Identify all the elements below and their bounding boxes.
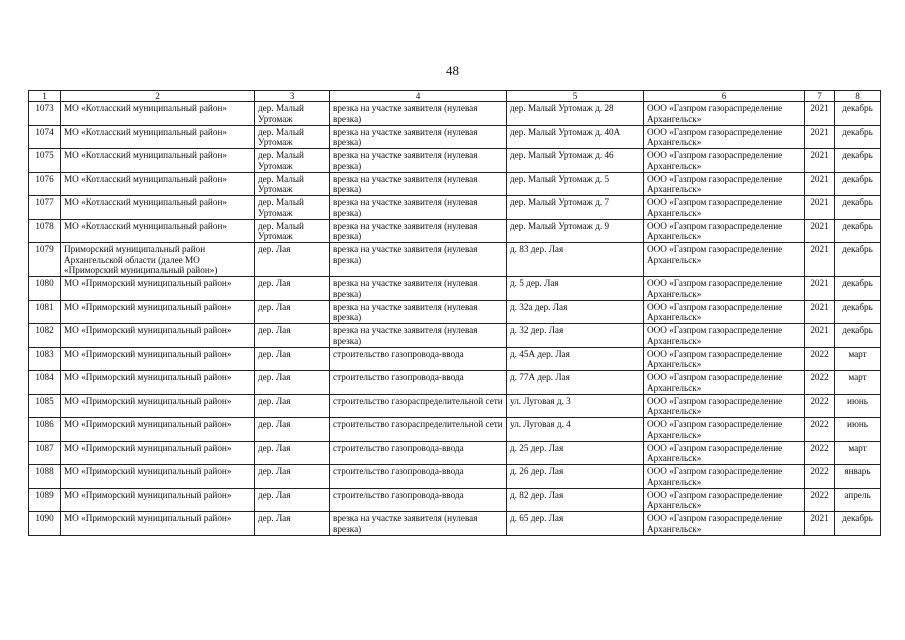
municipality-cell: МО «Котласский муниципальный район»: [61, 172, 255, 196]
address-cell: д. 25 дер. Лая: [507, 441, 644, 465]
address-cell: д. 5 дер. Лая: [507, 277, 644, 301]
municipality-cell: Приморский муниципальный район Архангельской области (далее МО «Приморский муниципальный район»): [61, 243, 255, 277]
address-cell: ул. Луговая д. 4: [507, 418, 644, 442]
settlement-cell: дер. Лая: [255, 488, 330, 512]
table-row: [29, 371, 881, 395]
month-cell: декабрь: [835, 172, 881, 196]
table-row: [29, 300, 881, 324]
month-cell: декабрь: [835, 243, 881, 277]
row-number-cell: 1078: [29, 219, 61, 243]
settlement-cell: дер. Лая: [255, 347, 330, 371]
month-cell: декабрь: [835, 219, 881, 243]
organization-cell: ООО «Газпром газораспределение Архангельск»: [644, 441, 805, 465]
address-cell: д. 26 дер. Лая: [507, 465, 644, 489]
table-row: [29, 277, 881, 301]
year-cell: 2021: [805, 172, 835, 196]
address-cell: д. 32 дер. Лая: [507, 324, 644, 348]
row-number-cell: 1087: [29, 441, 61, 465]
settlement-cell: дер. Лая: [255, 465, 330, 489]
work-type-cell: строительство газопровода-ввода: [330, 465, 507, 489]
work-type-cell: строительство газопровода-ввода: [330, 488, 507, 512]
work-type-cell: врезка на участке заявителя (нулевая врезка): [330, 300, 507, 324]
month-cell: декабрь: [835, 324, 881, 348]
address-cell: д. 77А дер. Лая: [507, 371, 644, 395]
organization-cell: ООО «Газпром газораспределение Архангельск»: [644, 243, 805, 277]
header-cell: 1: [29, 91, 61, 102]
settlement-cell: дер. Лая: [255, 300, 330, 324]
organization-cell: ООО «Газпром газораспределение Архангельск»: [644, 149, 805, 173]
table-row: [29, 125, 881, 149]
month-cell: декабрь: [835, 196, 881, 220]
work-type-cell: строительство газораспределительной сети: [330, 418, 507, 442]
work-type-cell: врезка на участке заявителя (нулевая врезка): [330, 196, 507, 220]
table-row: [29, 243, 881, 277]
settlement-cell: дер. Малый Уртомаж: [255, 102, 330, 126]
municipality-cell: МО «Котласский муниципальный район»: [61, 102, 255, 126]
year-cell: 2022: [805, 465, 835, 489]
month-cell: апрель: [835, 488, 881, 512]
organization-cell: ООО «Газпром газораспределение Архангельск»: [644, 172, 805, 196]
year-cell: 2021: [805, 300, 835, 324]
header-cell: 7: [805, 91, 835, 102]
municipality-cell: МО «Приморский муниципальный район»: [61, 277, 255, 301]
row-number-cell: 1077: [29, 196, 61, 220]
table-row: [29, 347, 881, 371]
organization-cell: ООО «Газпром газораспределение Архангельск»: [644, 371, 805, 395]
month-cell: март: [835, 371, 881, 395]
year-cell: 2022: [805, 488, 835, 512]
year-cell: 2022: [805, 394, 835, 418]
header-cell: 8: [835, 91, 881, 102]
address-cell: д. 32а дер. Лая: [507, 300, 644, 324]
work-type-cell: строительство газопровода-ввода: [330, 371, 507, 395]
table-row: [29, 465, 881, 489]
table-row: [29, 418, 881, 442]
address-cell: дер. Малый Уртомаж д. 5: [507, 172, 644, 196]
work-type-cell: врезка на участке заявителя (нулевая врезка): [330, 219, 507, 243]
row-number-cell: 1085: [29, 394, 61, 418]
work-type-cell: врезка на участке заявителя (нулевая врезка): [330, 324, 507, 348]
gasification-table: [28, 90, 881, 536]
organization-cell: ООО «Газпром газораспределение Архангельск»: [644, 418, 805, 442]
month-cell: июнь: [835, 394, 881, 418]
table-row: [29, 394, 881, 418]
municipality-cell: МО «Приморский муниципальный район»: [61, 488, 255, 512]
address-cell: д. 83 дер. Лая: [507, 243, 644, 277]
organization-cell: ООО «Газпром газораспределение Архангельск»: [644, 347, 805, 371]
row-number-cell: 1088: [29, 465, 61, 489]
row-number-cell: 1073: [29, 102, 61, 126]
work-type-cell: врезка на участке заявителя (нулевая врезка): [330, 277, 507, 301]
settlement-cell: дер. Лая: [255, 243, 330, 277]
work-type-cell: строительство газопровода-ввода: [330, 441, 507, 465]
municipality-cell: МО «Котласский муниципальный район»: [61, 219, 255, 243]
address-cell: д. 65 дер. Лая: [507, 512, 644, 536]
settlement-cell: дер. Малый Уртомаж: [255, 125, 330, 149]
organization-cell: ООО «Газпром газораспределение Архангельск»: [644, 488, 805, 512]
work-type-cell: врезка на участке заявителя (нулевая врезка): [330, 172, 507, 196]
row-number-cell: 1081: [29, 300, 61, 324]
municipality-cell: МО «Котласский муниципальный район»: [61, 149, 255, 173]
year-cell: 2021: [805, 125, 835, 149]
municipality-cell: МО «Приморский муниципальный район»: [61, 418, 255, 442]
month-cell: декабрь: [835, 300, 881, 324]
year-cell: 2021: [805, 219, 835, 243]
row-number-cell: 1080: [29, 277, 61, 301]
year-cell: 2021: [805, 324, 835, 348]
municipality-cell: МО «Котласский муниципальный район»: [61, 196, 255, 220]
organization-cell: ООО «Газпром газораспределение Архангельск»: [644, 394, 805, 418]
work-type-cell: врезка на участке заявителя (нулевая врезка): [330, 243, 507, 277]
year-cell: 2021: [805, 512, 835, 536]
year-cell: 2021: [805, 277, 835, 301]
organization-cell: ООО «Газпром газораспределение Архангельск»: [644, 102, 805, 126]
row-number-cell: 1084: [29, 371, 61, 395]
settlement-cell: дер. Лая: [255, 277, 330, 301]
address-cell: дер. Малый Уртомаж д. 7: [507, 196, 644, 220]
address-cell: дер. Малый Уртомаж д. 28: [507, 102, 644, 126]
organization-cell: ООО «Газпром газораспределение Архангельск»: [644, 465, 805, 489]
row-number-cell: 1086: [29, 418, 61, 442]
work-type-cell: строительство газопровода-ввода: [330, 347, 507, 371]
municipality-cell: МО «Приморский муниципальный район»: [61, 300, 255, 324]
table-row: [29, 219, 881, 243]
row-number-cell: 1082: [29, 324, 61, 348]
settlement-cell: дер. Малый Уртомаж: [255, 219, 330, 243]
work-type-cell: врезка на участке заявителя (нулевая врезка): [330, 125, 507, 149]
table-body: [29, 102, 881, 536]
row-number-cell: 1076: [29, 172, 61, 196]
municipality-cell: МО «Приморский муниципальный район»: [61, 371, 255, 395]
organization-cell: ООО «Газпром газораспределение Архангельск»: [644, 324, 805, 348]
organization-cell: ООО «Газпром газораспределение Архангельск»: [644, 300, 805, 324]
month-cell: июнь: [835, 418, 881, 442]
row-number-cell: 1074: [29, 125, 61, 149]
municipality-cell: МО «Приморский муниципальный район»: [61, 465, 255, 489]
municipality-cell: МО «Приморский муниципальный район»: [61, 441, 255, 465]
month-cell: март: [835, 347, 881, 371]
year-cell: 2021: [805, 196, 835, 220]
settlement-cell: дер. Лая: [255, 418, 330, 442]
work-type-cell: врезка на участке заявителя (нулевая врезка): [330, 102, 507, 126]
table-row: [29, 149, 881, 173]
table-row: [29, 102, 881, 126]
month-cell: декабрь: [835, 512, 881, 536]
address-cell: д. 45А дер. Лая: [507, 347, 644, 371]
table-row: [29, 172, 881, 196]
settlement-cell: дер. Малый Уртомаж: [255, 196, 330, 220]
settlement-cell: дер. Лая: [255, 324, 330, 348]
table-row: [29, 196, 881, 220]
settlement-cell: дер. Малый Уртомаж: [255, 149, 330, 173]
month-cell: декабрь: [835, 277, 881, 301]
address-cell: дер. Малый Уртомаж д. 40А: [507, 125, 644, 149]
municipality-cell: МО «Приморский муниципальный район»: [61, 394, 255, 418]
row-number-cell: 1083: [29, 347, 61, 371]
municipality-cell: МО «Приморский муниципальный район»: [61, 347, 255, 371]
table-row: [29, 488, 881, 512]
month-cell: март: [835, 441, 881, 465]
table-row: [29, 441, 881, 465]
row-number-cell: 1089: [29, 488, 61, 512]
header-cell: 5: [507, 91, 644, 102]
settlement-cell: дер. Лая: [255, 371, 330, 395]
organization-cell: ООО «Газпром газораспределение Архангельск»: [644, 219, 805, 243]
header-cell: 2: [61, 91, 255, 102]
municipality-cell: МО «Приморский муниципальный район»: [61, 324, 255, 348]
header-row: [29, 91, 881, 102]
header-cell: 6: [644, 91, 805, 102]
month-cell: декабрь: [835, 125, 881, 149]
settlement-cell: дер. Лая: [255, 394, 330, 418]
settlement-cell: дер. Лая: [255, 441, 330, 465]
municipality-cell: МО «Приморский муниципальный район»: [61, 512, 255, 536]
municipality-cell: МО «Котласский муниципальный район»: [61, 125, 255, 149]
table-row: [29, 324, 881, 348]
row-number-cell: 1079: [29, 243, 61, 277]
address-cell: дер. Малый Уртомаж д. 9: [507, 219, 644, 243]
page-number: 48: [446, 63, 459, 78]
header-cell: 3: [255, 91, 330, 102]
year-cell: 2021: [805, 149, 835, 173]
organization-cell: ООО «Газпром газораспределение Архангельск»: [644, 512, 805, 536]
address-cell: дер. Малый Уртомаж д. 46: [507, 149, 644, 173]
work-type-cell: врезка на участке заявителя (нулевая врезка): [330, 512, 507, 536]
row-number-cell: 1090: [29, 512, 61, 536]
table-row: [29, 512, 881, 536]
row-number-cell: 1075: [29, 149, 61, 173]
address-cell: ул. Луговая д. 3: [507, 394, 644, 418]
work-type-cell: врезка на участке заявителя (нулевая врезка): [330, 149, 507, 173]
settlement-cell: дер. Малый Уртомаж: [255, 172, 330, 196]
organization-cell: ООО «Газпром газораспределение Архангельск»: [644, 277, 805, 301]
header-cell: 4: [330, 91, 507, 102]
year-cell: 2022: [805, 371, 835, 395]
address-cell: д. 82 дер. Лая: [507, 488, 644, 512]
year-cell: 2021: [805, 243, 835, 277]
work-type-cell: строительство газораспределительной сети: [330, 394, 507, 418]
year-cell: 2022: [805, 347, 835, 371]
year-cell: 2021: [805, 102, 835, 126]
month-cell: декабрь: [835, 149, 881, 173]
settlement-cell: дер. Лая: [255, 512, 330, 536]
organization-cell: ООО «Газпром газораспределение Архангельск»: [644, 196, 805, 220]
year-cell: 2022: [805, 441, 835, 465]
year-cell: 2022: [805, 418, 835, 442]
month-cell: январь: [835, 465, 881, 489]
month-cell: декабрь: [835, 102, 881, 126]
organization-cell: ООО «Газпром газораспределение Архангельск»: [644, 125, 805, 149]
